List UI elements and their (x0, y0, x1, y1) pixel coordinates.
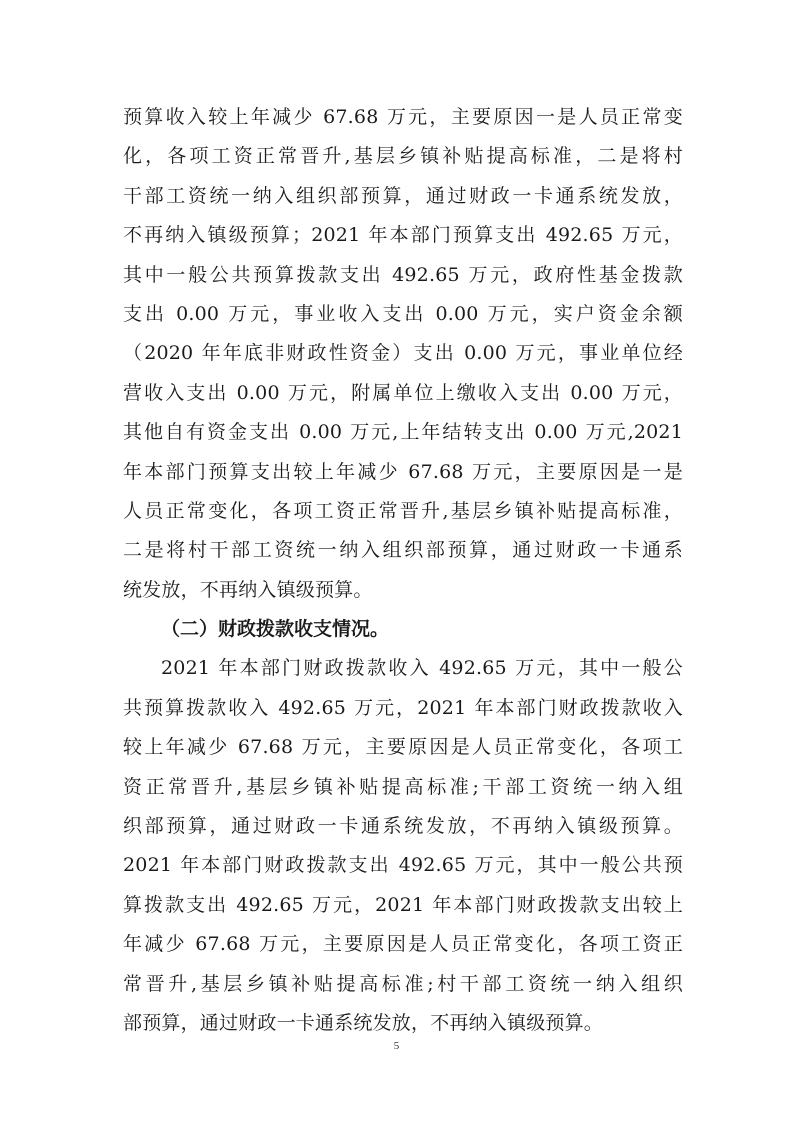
text-line: 部预算，通过财政一卡通系统发放，不再纳入镇级预算。 (123, 1011, 604, 1034)
document-body (123, 98, 683, 1043)
text-line: 常晋升,基层乡镇补贴提高标准;村干部工资统一纳入组织 (123, 972, 683, 995)
text-line: 2021 年本部门财政拨款收入 492.65 万元，其中一般公 (161, 657, 683, 680)
text-line: 其他自有资金支出 0.00 万元,上年结转支出 0.00 万元,2021 (123, 421, 683, 444)
paragraph-fiscal-appropriation (123, 649, 683, 1043)
text-line: 干部工资统一纳入组织部预算，通过财政一卡通系统发放， (123, 184, 683, 207)
text-line: 人员正常变化，各项工资正常晋升,基层乡镇补贴提高标准， (123, 499, 683, 522)
paragraph-expenditure (123, 98, 683, 610)
text-line: 其中一般公共预算拨款支出 492.65 万元，政府性基金拨款 (123, 263, 683, 286)
text-line: 支出 0.00 万元，事业收入支出 0.00 万元，实户资金余额 (123, 302, 683, 325)
text-line: 化，各项工资正常晋升,基层乡镇补贴提高标准，二是将村 (123, 145, 683, 168)
text-line: 2021 年本部门财政拨款支出 492.65 万元，其中一般公共预 (123, 854, 683, 877)
text-line: 较上年减少 67.68 万元，主要原因是人员正常变化，各项工 (123, 736, 683, 759)
section-heading: （二）财政拨款收支情况。 (161, 618, 390, 641)
text-line: 织部预算，通过财政一卡通系统发放，不再纳入镇级预算。 (123, 815, 683, 838)
text-line: 不再纳入镇级预算；2021 年本部门预算支出 492.65 万元， (123, 224, 683, 247)
text-line: 二是将村干部工资统一纳入组织部预算，通过财政一卡通系 (123, 539, 683, 562)
page-number: 5 (393, 1040, 400, 1052)
text-line: 共预算拨款收入 492.65 万元，2021 年本部门财政拨款收入 (123, 696, 683, 719)
text-line: 预算收入较上年减少 67.68 万元，主要原因一是人员正常变 (123, 106, 683, 128)
text-line: 资正常晋升,基层乡镇补贴提高标准;干部工资统一纳入组 (123, 775, 683, 798)
text-line: 年减少 67.68 万元，主要原因是人员正常变化，各项工资正 (123, 933, 683, 956)
text-line: 统发放，不再纳入镇级预算。 (123, 578, 373, 601)
text-line: 算拨款支出 492.65 万元，2021 年本部门财政拨款支出较上 (123, 893, 683, 916)
text-line: 年本部门预算支出较上年减少 67.68 万元，主要原因是一是 (123, 460, 683, 483)
text-line: （2020 年年底非财政性资金）支出 0.00 万元，事业单位经 (123, 342, 683, 365)
text-line: 营收入支出 0.00 万元，附属单位上缴收入支出 0.00 万元， (123, 381, 683, 404)
